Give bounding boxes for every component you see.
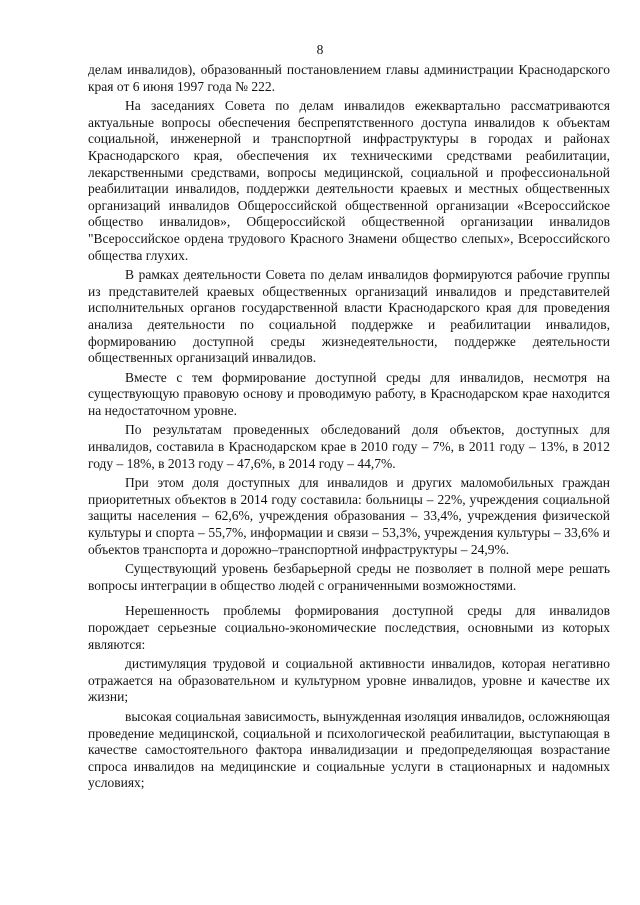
paragraph-barrier-free-level: Существующий уровень безбарьерной среды не позволяет в полной мере решать вопросы интеграции в общество людей с ограниченными возможностями.: [88, 561, 610, 593]
paragraph-working-groups: В рамках деятельности Совета по делам инвалидов формируются рабочие группы из представителей краевых общественных организаций инвалидов и представителей исполнительных органов государственной власти Краснодарского края для проведения анализа деятельности по социальной поддержке и реабилитации инвалидов, формированию доступной среды жизнедеятельности, поддержке деятельности общественных организаций инвалидов.: [88, 267, 610, 366]
paragraph-insufficient-level: Вместе с тем формирование доступной среды для инвалидов, несмотря на существующую правовую основу и проводимую работу, в Краснодарском крае находится на недостаточном уровне.: [88, 369, 610, 418]
page-number: 8: [316, 42, 324, 57]
paragraph-accessibility-share: По результатам проведенных обследований доля объектов, доступных для инвалидов, составила в Краснодарском крае в 2010 году – 7%, в 2011 году – 13%, в 2012 году – 18%, в 2013 году – 47,6%, в 2014 году – 44,7%.: [88, 422, 610, 471]
paragraph-consequence-1: дистимуляция трудовой и социальной активности инвалидов, которая негативно отражается на образовательном и культурном уровне инвалидов, уровне и качестве их жизни;: [88, 656, 610, 705]
paragraph-consequence-2: высокая социальная зависимость, вынужденная изоляция инвалидов, осложняющая проведение медицинской, социальной и психологической реабилитации, выступающая в качестве самостоятельного фактора инвалидизации и предопределяющая возрастание спроса инвалидов на медицинские и социальные услуги в стационарных и надомных условиях;: [88, 708, 610, 791]
paragraph-consequences: Нерешенность проблемы формирования доступной среды для инвалидов порождает серьезные социально-экономические последствия, основными из которых являются:: [88, 603, 610, 652]
paragraph-continuation: делам инвалидов), образованный постановлением главы администрации Краснодарского края от 6 июня 1997 года № 222.: [88, 62, 610, 94]
paragraph-priority-objects: При этом доля доступных для инвалидов и других маломобильных граждан приоритетных объектов в 2014 году составила: больницы – 22%, учреждения социальной защиты населения – 62,6%, учреждения образования – 33,4%, учреждения физической культуры и спорта – 55,7%, информации и связи – 53,3%, учреждения культуры – 33,6% и объектов транспорта и дорожно–транспортной инфраструктуры – 24,9%.: [88, 475, 610, 557]
body-text: [88, 62, 610, 795]
paragraph-council-meetings: На заседаниях Совета по делам инвалидов ежеквартально рассматриваются актуальные вопросы обеспечения беспрепятственного доступа инвалидов к объектам социальной, инженерной и транспортной инфраструктуры в городах и районах Краснодарского края, обеспечения их техническими средствами реабилитации, лекарственными средствами, вопросы медицинской, социальной и профессиональной реабилитации инвалидов, поддержки деятельности краевых и местных общественных организаций инвалидов Общероссийской общественной организации «Всероссийское общество инвалидов», Общероссийской общественной организации инвалидов "Всероссийское ордена трудового Красного Знамени общество слепых», Всероссийского общества глухих.: [88, 98, 610, 263]
